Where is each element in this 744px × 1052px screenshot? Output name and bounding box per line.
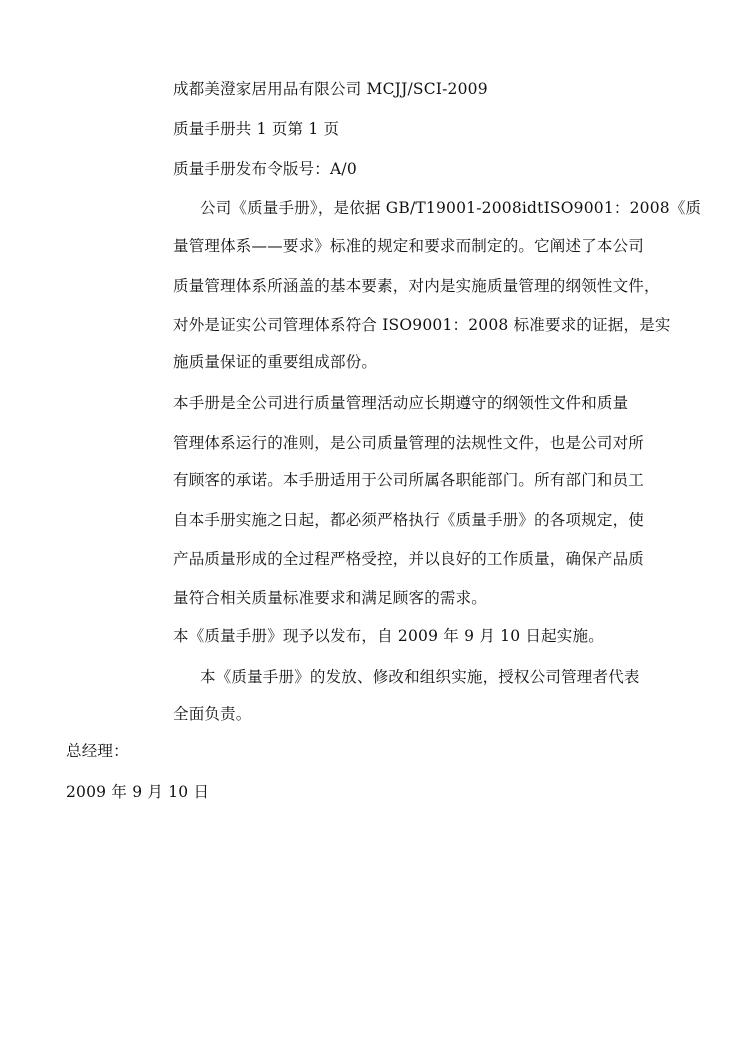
paragraph1-line: 对外是证实公司管理体系符合 ISO9001：2008 标准要求的证据，是实 — [173, 316, 671, 334]
paragraph2-line: 量符合相关质量标准要求和满足顾客的需求。 — [173, 589, 488, 607]
paragraph2-line: 有顾客的承诺。本手册适用于公司所属各职能部门。所有部门和员工 — [173, 471, 645, 489]
paragraph2-line: 产品质量形成的全过程严格受控，并以良好的工作质量，确保产品质 — [173, 550, 645, 568]
paragraph1-line: 公司《质量手册》，是依据 GB/T19001-2008idtISO9001：2008《质 — [200, 199, 702, 217]
paragraph4-line: 本《质量手册》的发放、修改和组织实施，授权公司管理者代表 — [200, 668, 640, 686]
company-line: 成都美澄家居用品有限公司 MCJJ/SCI-2009 — [173, 80, 488, 98]
paragraph1-line: 质量管理体系所涵盖的基本要素，对内是实施质量管理的纲领性文件， — [173, 277, 660, 295]
paragraph3-line: 本《质量手册》现予以发布，自 2009 年 9 月 10 日起实施。 — [173, 627, 604, 645]
release-number: 质量手册发布令版号：A/0 — [173, 160, 357, 178]
paragraph2-line: 管理体系运行的准则，是公司质量管理的法规性文件，也是公司对所 — [173, 434, 645, 452]
paragraph1-line: 施质量保证的重要组成部份。 — [173, 353, 378, 371]
paragraph2-line: 自本手册实施之日起，都必须严格执行《质量手册》的各项规定，使 — [173, 511, 645, 529]
signature-date: 2009 年 9 月 10 日 — [66, 783, 210, 801]
paragraph1-line: 量管理体系——要求》标准的规定和要求而制定的。它阐述了本公司 — [173, 237, 645, 255]
page-info: 质量手册共 1 页第 1 页 — [173, 120, 340, 138]
signature-title: 总经理： — [66, 742, 129, 760]
paragraph2-line: 本手册是全公司进行质量管理活动应长期遵守的纲领性文件和质量 — [173, 394, 629, 412]
paragraph4-line: 全面负责。 — [173, 705, 252, 723]
